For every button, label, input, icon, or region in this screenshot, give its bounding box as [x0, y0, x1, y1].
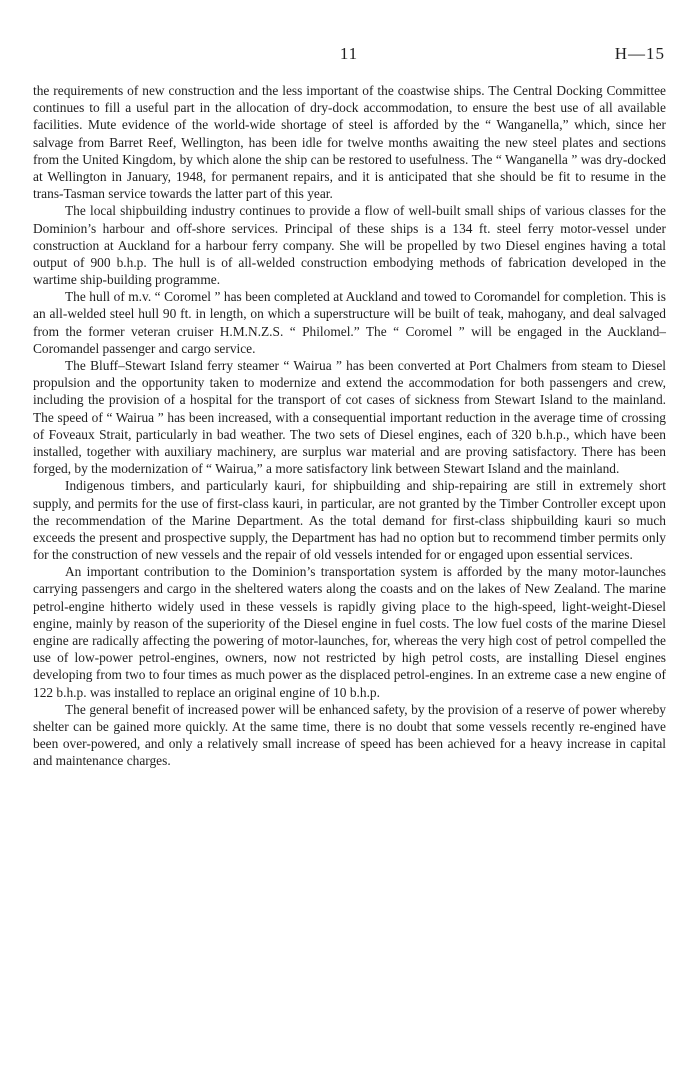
paragraph-coromel: The hull of m.v. “ Coromel ” has been completed at Auckland and towed to Coromandel for completion. This is an all-welded steel hull 90 ft. in length, on which a superstructure will be built of teak, mahogany, and deal salvaged from the former veteran cruiser H.M.N.Z.S. “ Philomel.” The “ Coromel ” will be engaged in the Auckland–Coromandel passenger and cargo service.	[33, 289, 666, 356]
paragraph-shipbuilding: The local shipbuilding industry continues to provide a flow of well-built small ships of various classes for the Dominion’s harbour and off-shore services. Principal of these ships is a 134 ft. steel ferry motor-vessel under construction at Auckland for a harbour ferry company. She will be propelled by two Diesel engines having a total output of 900 b.h.p. The hull is of all-welded construction embodying methods of fabrication developed in the wartime ship-building programme.	[33, 203, 666, 288]
page-reference: H—15	[614, 44, 665, 63]
paragraph-timbers: Indigenous timbers, and particularly kauri, for shipbuilding and ship-repairing are still in extremely short supply, and permits for the use of first-class kauri, in particular, are not granted by the Timber Controller except upon the recommendation of the Marine Department. As the total demand for first-class shipbuilding kauri so much exceeds the present and prospective supply, the Department has had no option but to recommend timber permits only for the construction of new vessels and the repair of old vessels intended for or engaged upon essential services.	[33, 478, 666, 563]
paragraph-wairua: The Bluff–Stewart Island ferry steamer “ Wairua ” has been converted at Port Chalmers from steam to Diesel propulsion and the opportunity taken to modernize and extend the accommodation for both passengers and crew, including the provision of a hospital for the transport of cot cases of sickness from Stewart Island to the mainland. The speed of “ Wairua ” has been increased, with a consequential important reduction in the average time of crossing of Foveaux Strait, particularly in bad weather. The two sets of Diesel engines, each of 320 b.h.p., which have been installed, together with auxiliary machinery, are surplus war material and are proving satisfactory. There has been forged, by the modernization of “ Wairua,” a more satisfactory link between Stewart Island and the mainland.	[33, 358, 666, 477]
page-header	[33, 44, 665, 66]
paragraph-motor-launches: An important contribution to the Dominion’s transportation system is afforded by the many motor-launches carrying passengers and cargo in the sheltered waters along the coasts and on the lakes of New Zealand. The marine petrol-engine hitherto widely used in these vessels is rapidly giving place to the high-speed, light-weight-Diesel engine, mainly by reason of the superiority of the Diesel engine in fuel costs. The low fuel costs of the marine Diesel engine are radically affecting the powering of motor-launches, for, whereas the very high cost of petrol compelled the use of low-power petrol-engines, owners, now not restricted by high petrol costs, are installing Diesel engines developing from two to four times as much power as the displaced petrol-engines. In an extreme case a new engine of 122 b.h.p. was installed to replace an original engine of 10 b.h.p.	[33, 564, 666, 700]
paragraph-increased-power: The general benefit of increased power will be enhanced safety, by the provision of a reserve of power whereby shelter can be gained more quickly. At the same time, there is no doubt that some vessels recently re-engined have been over-powered, and only a relatively small increase of speed has been achieved for a heavy increase in capital and maintenance charges.	[33, 701, 666, 769]
paragraph-continuation: the requirements of new construction and the less important of the coastwise ships. The Central Docking Committee continues to fill a useful part in the allocation of dry-dock accommodation, to ensure the best use of all available facilities. Mute evidence of the world-wide shortage of steel is afforded by the “ Wanganella,” which, since her salvage from Barret Reef, Wellington, has been idle for twelve months awaiting the new steel plates and sections from the United Kingdom, by which alone the ship can be restored to usefulness. The “ Wanganella ” was dry-docked at Wellington in January, 1948, for permanent repairs, and it is anticipated that she should be fit to resume in the trans-Tasman service towards the latter part of this year.	[33, 83, 666, 202]
body-text	[33, 82, 666, 770]
page-number: 11	[339, 44, 359, 63]
